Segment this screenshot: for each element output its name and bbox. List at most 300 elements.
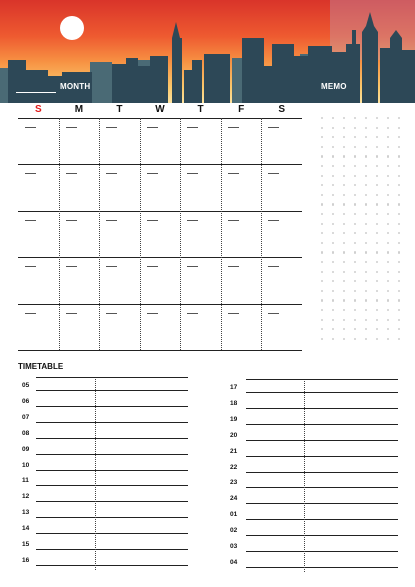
date-placeholder-dash bbox=[25, 220, 36, 221]
timetable-row[interactable] bbox=[22, 508, 188, 524]
weekday-thursday: T bbox=[197, 104, 204, 115]
calendar-day-cell[interactable] bbox=[59, 304, 100, 350]
timetable-hour: 20 bbox=[230, 431, 238, 439]
memo-dot bbox=[321, 261, 323, 263]
memo-dot bbox=[387, 290, 389, 292]
memo-dot bbox=[332, 261, 334, 263]
memo-dot bbox=[332, 280, 334, 282]
memo-dot bbox=[332, 299, 334, 301]
memo-dot bbox=[398, 146, 400, 148]
timetable-row[interactable] bbox=[22, 413, 188, 429]
timetable-hour: 03 bbox=[230, 543, 238, 550]
calendar-day-cell[interactable] bbox=[221, 257, 262, 303]
memo-dot bbox=[321, 213, 323, 215]
date-placeholder-dash bbox=[66, 127, 77, 128]
memo-dot bbox=[365, 175, 367, 177]
month-label: MONTH bbox=[60, 82, 91, 91]
timetable-write-line bbox=[246, 519, 398, 520]
memo-dot bbox=[332, 223, 334, 225]
memo-dot bbox=[343, 136, 345, 138]
memo-dot bbox=[321, 175, 323, 177]
memo-dot bbox=[343, 223, 345, 225]
date-placeholder-dash bbox=[187, 266, 198, 267]
timetable-row[interactable] bbox=[22, 397, 188, 413]
memo-dot bbox=[365, 338, 367, 340]
memo-dot bbox=[387, 223, 389, 225]
calendar-day-cell[interactable] bbox=[140, 257, 181, 303]
memo-dot bbox=[343, 261, 345, 263]
timetable-row[interactable] bbox=[22, 492, 188, 508]
memo-dot bbox=[321, 338, 323, 340]
memo-dot bbox=[398, 184, 400, 186]
memo-dot bbox=[376, 165, 378, 167]
memo-dot bbox=[332, 175, 334, 177]
memo-dot bbox=[332, 290, 334, 292]
date-placeholder-dash bbox=[147, 127, 158, 128]
memo-dot bbox=[321, 280, 323, 282]
weekday-tuesday: T bbox=[116, 104, 123, 115]
calendar-day-cell[interactable] bbox=[99, 164, 140, 210]
memo-dot bbox=[398, 309, 400, 311]
calendar-day-cell[interactable] bbox=[261, 118, 302, 164]
memo-dot bbox=[398, 117, 400, 119]
memo-dot bbox=[376, 338, 378, 340]
timetable-hour: 12 bbox=[22, 493, 30, 501]
timetable-row[interactable] bbox=[230, 463, 398, 479]
memo-dot bbox=[398, 271, 400, 273]
memo-dot bbox=[365, 165, 367, 167]
memo-dot bbox=[398, 165, 400, 167]
memo-dot bbox=[332, 146, 334, 148]
memo-dot bbox=[343, 232, 345, 234]
timetable-write-line bbox=[246, 424, 398, 425]
timetable-hour: 18 bbox=[230, 399, 238, 407]
memo-dot bbox=[354, 309, 356, 311]
memo-dot bbox=[354, 127, 356, 129]
date-placeholder-dash bbox=[187, 313, 198, 314]
memo-dot bbox=[365, 319, 367, 321]
calendar-day-cell[interactable] bbox=[261, 164, 302, 210]
timetable-row[interactable] bbox=[230, 383, 398, 399]
memo-dot bbox=[343, 146, 345, 148]
memo-dot bbox=[365, 184, 367, 186]
memo-dot bbox=[354, 338, 356, 340]
calendar-day-cell[interactable] bbox=[180, 211, 221, 257]
memo-dot bbox=[365, 299, 367, 301]
timetable-write-line bbox=[36, 390, 188, 391]
calendar-day-cell[interactable] bbox=[221, 164, 262, 210]
memo-label: MEMO bbox=[321, 82, 347, 91]
memo-dot bbox=[332, 127, 334, 129]
memo-dot bbox=[398, 319, 400, 321]
timetable-row[interactable] bbox=[230, 447, 398, 463]
calendar-day-cell[interactable] bbox=[140, 118, 181, 164]
timetable-row[interactable] bbox=[22, 381, 188, 397]
memo-dot bbox=[387, 299, 389, 301]
calendar-day-cell[interactable] bbox=[99, 211, 140, 257]
memo-dot bbox=[343, 155, 345, 157]
memo-dot bbox=[376, 175, 378, 177]
weekday-saturday: S bbox=[278, 104, 286, 115]
memo-dot bbox=[387, 117, 389, 119]
memo-dot bbox=[332, 117, 334, 119]
memo-dot bbox=[398, 261, 400, 263]
memo-dot bbox=[365, 261, 367, 263]
memo-dot bbox=[343, 213, 345, 215]
timetable-write-line bbox=[36, 454, 188, 455]
month-underline bbox=[16, 92, 56, 93]
memo-dot bbox=[343, 338, 345, 340]
calendar-day-cell[interactable] bbox=[140, 211, 181, 257]
calendar-day-cell[interactable] bbox=[18, 118, 59, 164]
memo-dot-grid bbox=[321, 117, 401, 349]
calendar-day-cell[interactable] bbox=[18, 164, 59, 210]
memo-dot bbox=[376, 194, 378, 196]
memo-dot bbox=[365, 309, 367, 311]
date-placeholder-dash bbox=[147, 173, 158, 174]
memo-dot bbox=[332, 136, 334, 138]
memo-dot bbox=[387, 127, 389, 129]
calendar-day-cell[interactable] bbox=[59, 211, 100, 257]
timetable-hour: 21 bbox=[230, 447, 238, 455]
memo-dot bbox=[387, 271, 389, 273]
timetable-hour: 14 bbox=[22, 525, 30, 533]
memo-dot bbox=[376, 127, 378, 129]
memo-dot bbox=[354, 203, 356, 205]
timetable-write-line bbox=[36, 485, 188, 486]
memo-dot bbox=[398, 194, 400, 196]
timetable-write-line bbox=[246, 392, 398, 393]
memo-dot bbox=[376, 299, 378, 301]
date-placeholder-dash bbox=[228, 266, 239, 267]
memo-dot bbox=[376, 213, 378, 215]
timetable-write-line bbox=[36, 565, 188, 566]
memo-dot bbox=[398, 223, 400, 225]
memo-dot bbox=[332, 338, 334, 340]
memo-dot bbox=[321, 155, 323, 157]
memo-dot bbox=[376, 261, 378, 263]
calendar-day-cell[interactable] bbox=[221, 211, 262, 257]
timetable-write-line bbox=[36, 533, 188, 534]
calendar-day-cell[interactable] bbox=[221, 118, 262, 164]
memo-dot bbox=[376, 328, 378, 330]
memo-dot bbox=[365, 251, 367, 253]
memo-dot bbox=[343, 299, 345, 301]
timetable-row[interactable] bbox=[230, 399, 398, 415]
memo-dot bbox=[365, 223, 367, 225]
memo-dot bbox=[387, 328, 389, 330]
memo-dot bbox=[387, 261, 389, 263]
memo-dot bbox=[354, 184, 356, 186]
memo-dot bbox=[354, 242, 356, 244]
memo-dot bbox=[376, 280, 378, 282]
memo-dot bbox=[332, 251, 334, 253]
calendar-day-cell[interactable] bbox=[59, 164, 100, 210]
memo-dot bbox=[387, 251, 389, 253]
memo-dot bbox=[343, 127, 345, 129]
memo-dot bbox=[332, 319, 334, 321]
memo-dot bbox=[365, 290, 367, 292]
memo-dot bbox=[376, 271, 378, 273]
memo-dot bbox=[321, 242, 323, 244]
memo-dot bbox=[398, 155, 400, 157]
memo-dot bbox=[332, 184, 334, 186]
memo-dot bbox=[321, 251, 323, 253]
calendar-day-cell[interactable] bbox=[18, 304, 59, 350]
calendar-day-cell[interactable] bbox=[261, 304, 302, 350]
calendar-grid bbox=[18, 118, 302, 350]
calendar-day-cell[interactable] bbox=[140, 164, 181, 210]
timetable-row[interactable] bbox=[22, 556, 188, 572]
timetable-write-line bbox=[246, 567, 398, 568]
memo-dot bbox=[343, 184, 345, 186]
memo-dot bbox=[354, 290, 356, 292]
timetable-write-line bbox=[246, 503, 398, 504]
memo-dot bbox=[398, 251, 400, 253]
date-placeholder-dash bbox=[25, 173, 36, 174]
memo-dot bbox=[354, 117, 356, 119]
memo-dot bbox=[376, 290, 378, 292]
date-placeholder-dash bbox=[25, 127, 36, 128]
memo-dot bbox=[398, 203, 400, 205]
memo-dot bbox=[354, 261, 356, 263]
memo-dot bbox=[343, 251, 345, 253]
date-placeholder-dash bbox=[187, 220, 198, 221]
city-skyline-header bbox=[0, 0, 415, 103]
memo-dot bbox=[354, 271, 356, 273]
calendar-day-cell[interactable] bbox=[180, 164, 221, 210]
date-placeholder-dash bbox=[187, 173, 198, 174]
memo-dot bbox=[343, 175, 345, 177]
timetable-row[interactable] bbox=[230, 526, 398, 542]
timetable-hour: 01 bbox=[230, 511, 238, 519]
memo-dot bbox=[365, 232, 367, 234]
memo-dot bbox=[365, 271, 367, 273]
memo-dot bbox=[398, 338, 400, 340]
timetable-write-line bbox=[246, 472, 398, 473]
memo-dot bbox=[343, 290, 345, 292]
timetable-title: TIMETABLE bbox=[18, 362, 64, 371]
memo-dot bbox=[387, 280, 389, 282]
timetable-write-line bbox=[36, 549, 188, 550]
weekday-sunday: S bbox=[34, 104, 42, 115]
date-placeholder-dash bbox=[268, 266, 279, 267]
date-placeholder-dash bbox=[268, 313, 279, 314]
calendar-day-cell[interactable] bbox=[99, 118, 140, 164]
timetable-row[interactable] bbox=[22, 540, 188, 556]
timetable-write-line bbox=[36, 422, 188, 423]
memo-dot bbox=[332, 194, 334, 196]
timetable-row[interactable] bbox=[230, 478, 398, 494]
date-placeholder-dash bbox=[228, 127, 239, 128]
memo-dot bbox=[321, 203, 323, 205]
memo-dot bbox=[365, 127, 367, 129]
memo-dot bbox=[398, 136, 400, 138]
date-placeholder-dash bbox=[147, 266, 158, 267]
timetable-divider bbox=[304, 379, 305, 572]
calendar-day-cell[interactable] bbox=[59, 257, 100, 303]
memo-dot bbox=[343, 271, 345, 273]
memo-dot bbox=[398, 328, 400, 330]
memo-dot bbox=[387, 184, 389, 186]
date-placeholder-dash bbox=[228, 220, 239, 221]
memo-dot bbox=[387, 136, 389, 138]
timetable-hour: 13 bbox=[22, 509, 30, 517]
memo-dot bbox=[365, 280, 367, 282]
memo-dot bbox=[343, 280, 345, 282]
date-placeholder-dash bbox=[106, 266, 117, 267]
calendar-day-cell[interactable] bbox=[221, 304, 262, 350]
timetable-write-line bbox=[36, 517, 188, 518]
memo-dot bbox=[332, 242, 334, 244]
calendar-day-cell[interactable] bbox=[18, 211, 59, 257]
date-placeholder-dash bbox=[268, 127, 279, 128]
calendar-day-cell[interactable] bbox=[180, 304, 221, 350]
memo-dot bbox=[354, 165, 356, 167]
timetable-top-line bbox=[246, 379, 398, 380]
timetable-row[interactable] bbox=[230, 494, 398, 510]
timetable-row[interactable] bbox=[230, 510, 398, 526]
memo-dot bbox=[354, 319, 356, 321]
memo-dot bbox=[343, 242, 345, 244]
date-placeholder-dash bbox=[25, 266, 36, 267]
memo-dot bbox=[376, 203, 378, 205]
memo-dot bbox=[321, 146, 323, 148]
date-placeholder-dash bbox=[25, 313, 36, 314]
timetable-hour: 10 bbox=[22, 461, 30, 469]
timetable-hour: 09 bbox=[22, 445, 30, 453]
memo-dot bbox=[365, 194, 367, 196]
calendar-day-cell[interactable] bbox=[59, 118, 100, 164]
calendar-day-cell[interactable] bbox=[180, 257, 221, 303]
memo-dot bbox=[387, 194, 389, 196]
memo-dot bbox=[343, 203, 345, 205]
timetable-hour: 06 bbox=[22, 397, 30, 405]
timetable-row[interactable] bbox=[22, 524, 188, 540]
timetable-write-line bbox=[246, 440, 398, 441]
timetable-row[interactable] bbox=[230, 431, 398, 447]
timetable-row[interactable] bbox=[230, 558, 398, 574]
memo-dot bbox=[376, 155, 378, 157]
memo-dot bbox=[376, 223, 378, 225]
memo-dot bbox=[332, 328, 334, 330]
memo-dot bbox=[354, 251, 356, 253]
memo-dot bbox=[365, 146, 367, 148]
weekday-header bbox=[18, 104, 302, 116]
calendar-day-cell[interactable] bbox=[99, 257, 140, 303]
calendar-day-cell[interactable] bbox=[180, 118, 221, 164]
timetable-hour: 24 bbox=[230, 495, 238, 503]
memo-dot bbox=[321, 328, 323, 330]
memo-dot bbox=[321, 117, 323, 119]
memo-dot bbox=[332, 232, 334, 234]
memo-dot bbox=[354, 223, 356, 225]
memo-dot bbox=[376, 136, 378, 138]
timetable-hour: 02 bbox=[230, 527, 238, 535]
date-placeholder-dash bbox=[106, 127, 117, 128]
timetable-row[interactable] bbox=[22, 461, 188, 477]
memo-dot bbox=[321, 271, 323, 273]
timetable-hour: 08 bbox=[22, 429, 30, 437]
memo-dot bbox=[343, 165, 345, 167]
memo-dot bbox=[398, 290, 400, 292]
memo-dot bbox=[354, 299, 356, 301]
memo-dot bbox=[332, 213, 334, 215]
calendar-day-cell[interactable] bbox=[261, 257, 302, 303]
timetable-hour: 23 bbox=[230, 479, 238, 487]
date-placeholder-dash bbox=[187, 127, 198, 128]
memo-dot bbox=[321, 165, 323, 167]
memo-dot bbox=[365, 328, 367, 330]
memo-dot bbox=[321, 299, 323, 301]
timetable-row[interactable] bbox=[22, 445, 188, 461]
memo-dot bbox=[376, 232, 378, 234]
date-placeholder-dash bbox=[66, 220, 77, 221]
memo-dot bbox=[398, 242, 400, 244]
memo-dot bbox=[332, 165, 334, 167]
date-placeholder-dash bbox=[66, 266, 77, 267]
calendar-day-cell[interactable] bbox=[18, 257, 59, 303]
memo-dot bbox=[398, 175, 400, 177]
memo-dot bbox=[376, 251, 378, 253]
memo-dot bbox=[321, 319, 323, 321]
memo-dot bbox=[365, 117, 367, 119]
timetable-row[interactable] bbox=[230, 542, 398, 558]
memo-dot bbox=[398, 213, 400, 215]
memo-dot bbox=[354, 146, 356, 148]
memo-dot bbox=[387, 242, 389, 244]
timetable-hour: 04 bbox=[230, 558, 238, 566]
weekday-friday: F bbox=[238, 104, 245, 115]
date-placeholder-dash bbox=[228, 173, 239, 174]
timetable-hour: 11 bbox=[22, 477, 29, 485]
calendar-day-cell[interactable] bbox=[261, 211, 302, 257]
weekday-wednesday: W bbox=[155, 104, 165, 115]
date-placeholder-dash bbox=[66, 173, 77, 174]
date-placeholder-dash bbox=[106, 313, 117, 314]
memo-dot bbox=[376, 319, 378, 321]
timetable-row[interactable] bbox=[22, 429, 188, 445]
timetable-write-line bbox=[36, 470, 188, 471]
date-placeholder-dash bbox=[66, 313, 77, 314]
memo-dot bbox=[321, 184, 323, 186]
memo-dot bbox=[398, 232, 400, 234]
sun-icon bbox=[60, 16, 84, 40]
timetable-write-line bbox=[246, 535, 398, 536]
memo-dot bbox=[321, 290, 323, 292]
memo-dot bbox=[387, 213, 389, 215]
timetable-hour: 22 bbox=[230, 463, 238, 471]
memo-dot bbox=[332, 271, 334, 273]
memo-dot bbox=[387, 165, 389, 167]
memo-dot bbox=[343, 309, 345, 311]
timetable-write-line bbox=[36, 438, 188, 439]
timetable-write-line bbox=[246, 408, 398, 409]
calendar-day-cell[interactable] bbox=[140, 304, 181, 350]
memo-dot bbox=[387, 338, 389, 340]
memo-dot bbox=[321, 232, 323, 234]
memo-dot bbox=[354, 232, 356, 234]
memo-dot bbox=[387, 309, 389, 311]
memo-dot bbox=[387, 155, 389, 157]
timetable-row[interactable] bbox=[230, 415, 398, 431]
memo-dot bbox=[398, 127, 400, 129]
date-placeholder-dash bbox=[106, 220, 117, 221]
memo-dot bbox=[398, 299, 400, 301]
memo-dot bbox=[376, 309, 378, 311]
timetable-row[interactable] bbox=[22, 476, 188, 492]
calendar-day-cell[interactable] bbox=[99, 304, 140, 350]
